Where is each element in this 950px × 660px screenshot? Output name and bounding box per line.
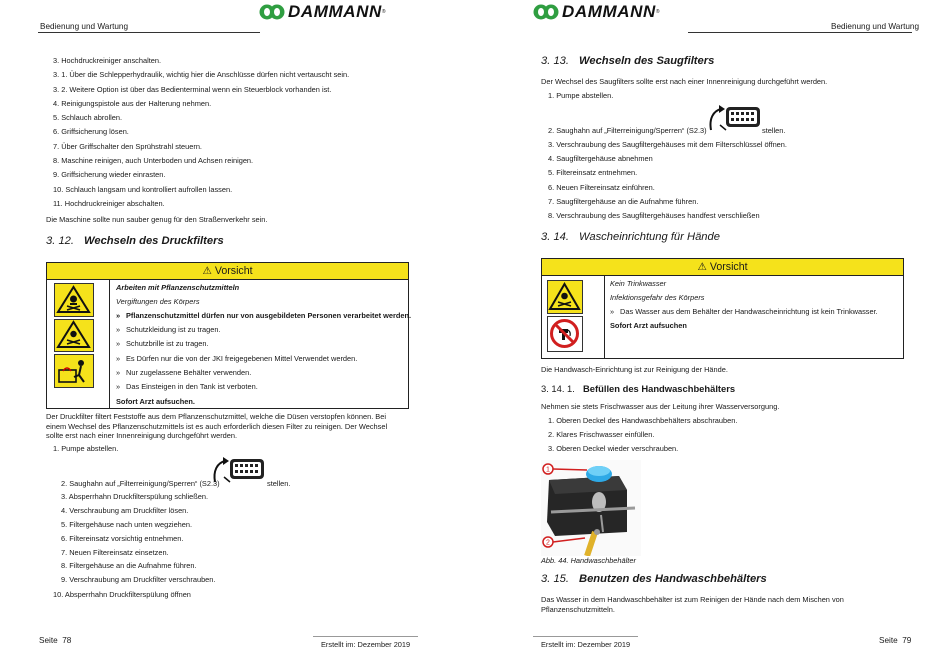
usage-note: Die Handwasch-Einrichtung ist zur Reinigung der Hände. (541, 365, 728, 374)
caution-box (46, 262, 412, 409)
header-section: Bedienung und Wartung (831, 22, 920, 31)
spill-person-icon (54, 354, 94, 388)
list-item: 4. Verschraubung am Druckfilter lösen. (61, 505, 189, 515)
brand-logo: DAMMANN ® (259, 3, 386, 21)
brand-logo: DAMMANN ® (533, 3, 660, 21)
caution-label: ⚠ Vorsicht (47, 263, 408, 280)
usage-paragraph: Das Wasser in dem Handwaschbehälter ist zum Reinigen der Hände nach dem Mischen von Pflanzenschutzmitteln. (541, 595, 844, 614)
caution-title: Arbeiten mit Pflanzenschutzmitteln (116, 283, 240, 292)
brand-name: DAMMANN (288, 2, 382, 21)
caution-pictograms (542, 276, 605, 358)
page-number: Seite 78 (39, 636, 72, 645)
list-item: 5. Schlauch abrollen. (53, 113, 123, 123)
list-item-suffix: stellen. (762, 126, 786, 135)
header-section: Bedienung und Wartung (40, 22, 129, 31)
caution-bullet: » Schutzbrille ist zu tragen. (116, 339, 209, 348)
list-item: 3. Oberen Deckel wieder verschrauben. (548, 444, 679, 454)
caution-bullet: » Das Wasser aus dem Behälter der Handwascheinrichtung ist kein Trinkwasser. (610, 307, 878, 316)
list-item: 2. Saughahn auf „Filterreinigung/Sperren“ (S2.3) (548, 126, 707, 135)
page-number: Seite 79 (879, 636, 912, 645)
closing-note: Die Maschine sollte nun sauber genug für den Straßenverkehr sein. (46, 215, 268, 224)
caution-footer: Sofort Arzt aufsuchen. (116, 397, 195, 406)
caution-label: ⚠ Vorsicht (542, 259, 903, 276)
list-item: 3. 1. Über die Schlepperhydraulik, wichtig hier die Anschlüsse dürfen nicht vertauscht sein. (53, 70, 350, 80)
caution-subtitle: Infektionsgefahr des Körpers (610, 293, 705, 302)
list-item: 6. Filtereinsatz vorsichtig entnehmen. (61, 533, 184, 543)
list-item: 11. Hochdruckreiniger abschalten. (53, 198, 165, 208)
list-item: 3. Absperrhahn Druckfilterspülung schließen. (61, 492, 209, 501)
step-list-rest (61, 492, 215, 589)
created-date: Erstellt im: Dezember 2019 (321, 640, 411, 649)
toxic-warning-icon (547, 280, 583, 314)
figure-caption: Abb. 44. Handwaschbehälter (541, 556, 636, 565)
brand-logo-icon (533, 4, 559, 20)
section-heading: 3. 12. Wechseln des Druckfilters (46, 235, 224, 247)
created-date: Erstellt im: Dezember 2019 (541, 640, 631, 649)
caution-subtitle: Vergiftungen des Körpers (116, 297, 200, 306)
brand-logo-icon (259, 4, 285, 20)
list-item: 9. Griffsicherung wieder einrasten. (53, 170, 166, 180)
list-item: 7. Saugfiltergehäuse an die Aufnahme führen. (548, 196, 699, 206)
list-item: 1. Pumpe abstellen. (53, 444, 119, 453)
caution-bullet: » Das Einsteigen in den Tank ist verboten. (116, 382, 258, 391)
list-item: 9. Verschraubung am Druckfilter verschrauben. (61, 575, 216, 585)
caution-pictograms (47, 280, 110, 408)
list-item: 7. Neuen Filtereinsatz einsetzen. (61, 547, 169, 557)
fill-step-list (548, 416, 737, 459)
step-list-top (53, 56, 349, 213)
intro-paragraph: Der Wechsel des Saugfilters sollte erst nach einer Innenreinigung durchgeführt werden. (541, 77, 828, 86)
list-item: 1. Oberen Deckel des Handwaschbehälters abschrauben. (548, 416, 738, 425)
list-item: 3. 2. Weitere Option ist über das Bedienterminal wenn ein Steuerblock vorhanden ist. (53, 84, 332, 94)
subsection-heading: 3. 14. 1. Befüllen des Handwaschbehälters (541, 383, 736, 394)
list-item: 1. Pumpe abstellen. (548, 91, 614, 100)
toxic-warning-icon (54, 283, 94, 317)
caution-bullet: » Pflanzenschutzmittel dürfen nur von ausgebildeten Personen verarbeitet werden. (116, 311, 412, 320)
filter-control-icon (212, 455, 268, 485)
step-list-rest (548, 140, 787, 225)
list-item: 5. Filtereinsatz entnehmen. (548, 168, 638, 178)
list-item: 5. Filtergehäuse nach unten wegziehen. (61, 519, 193, 529)
no-drinking-water-icon (547, 316, 583, 352)
caution-box (541, 258, 904, 359)
list-item: 10. Schlauch langsam und kontrolliert aufrollen lassen. (53, 184, 233, 194)
callout-1: 1 (546, 466, 550, 474)
subsection-intro: Nehmen sie stets Frischwasser aus der Leitung ihrer Wasserversorgung. (541, 402, 780, 411)
list-item: 6. Griffsicherung lösen. (53, 127, 129, 137)
callout-2: 2 (546, 539, 550, 547)
list-item: 8. Filtergehäuse an die Aufnahme führen. (61, 561, 197, 571)
caution-footer: Sofort Arzt aufsuchen (610, 321, 687, 330)
caution-bullet: » Es Dürfen nur die von der JKI freigegebenen Mittel Verwendet werden. (116, 354, 358, 363)
section-heading: 3. 13. Wechseln des Saugfilters (541, 55, 715, 67)
list-item: 3. Verschraubung des Saugfiltergehäuses mit dem Filterschlüssel öffnen. (548, 140, 787, 149)
list-item: 8. Verschraubung des Saugfiltergehäuses handfest verschließen (548, 210, 760, 220)
list-item: 8. Maschine reinigen, auch Unterboden und Achsen reinigen. (53, 156, 254, 166)
list-item: 2. Saughahn auf „Filterreinigung/Sperren“ (S2.3) (61, 479, 220, 488)
list-item: 4. Reinigungspistole aus der Halterung nehmen. (53, 98, 212, 108)
list-item: 10. Absperrhahn Druckfilterspülung öffnen (53, 590, 191, 599)
caution-bullet: » Nur zugelassene Behälter verwenden. (116, 368, 252, 377)
brand-name: DAMMANN (562, 2, 656, 21)
intro-paragraph: Der Druckfilter filtert Feststoffe aus dem Pflanzenschutzmittel, welche die Düsen verstopfen können. Bei einem Wechsel des Pflanzenschutzmittels ist es auch erforderlich diesen Filter zu reinigen. Der Wechsel sollte erst nach einer Innenreinigung durchgeführt werden. (46, 412, 388, 441)
list-item: 7. Über Griffschalter den Sprühstrahl steuern. (53, 141, 202, 151)
caution-title: Kein Trinkwasser (610, 279, 667, 288)
right-page (475, 0, 950, 660)
list-item: 6. Neuen Filtereinsatz einführen. (548, 182, 655, 192)
list-item-suffix: stellen. (267, 479, 291, 488)
handwash-tank-figure (541, 460, 641, 556)
list-item: 2. Klares Frischwasser einfüllen. (548, 430, 655, 440)
filter-control-icon (708, 103, 764, 133)
list-item: 3. Hochdruckreiniger anschalten. (53, 56, 162, 65)
section-heading: 3. 14. Wascheinrichtung für Hände (541, 231, 720, 243)
list-item: 4. Saugfiltergehäuse abnehmen (548, 154, 653, 164)
toxic-hazard-icon (54, 319, 94, 352)
caution-bullet: » Schutzkleidung ist zu tragen. (116, 325, 221, 334)
section-heading: 3. 15. Benutzen des Handwaschbehälters (541, 573, 767, 585)
